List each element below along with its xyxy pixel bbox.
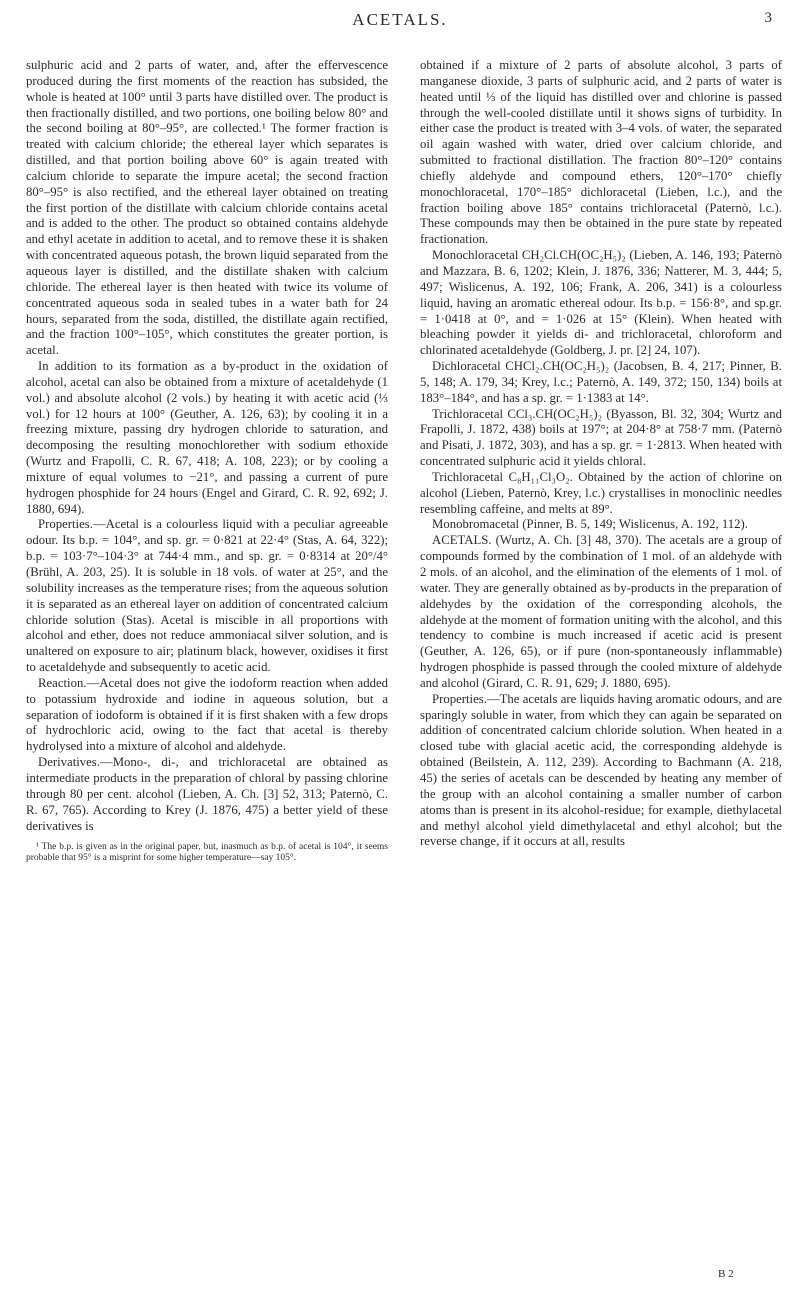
left-column (26, 58, 388, 864)
paragraph: sulphuric acid and 2 parts of water, and, after the effervescence produced during the first moments of the reaction has subsided, the whole is heated at 100° until 3 parts have distilled over. The product is then fractionally distilled, and two portions, one boiling below 80° and the second boiling at 80°–95°, are collected.¹ The former fraction is treated with calcium chloride; the ethereal layer which separates is distilled, and that portion boiling above 60° is again treated with calcium chloride to separate the impure acetal; the second fraction 80°–95° is also rectified, and the ethereal layer obtained on treating the first portion of the distillate with calcium chloride contains acetal and is added to the other. The product so obtained contains aldehyde and ethyl acetate in addition to acetal, and to remove these it is shaken with concentrated aqueous potash, the brown liquid separated from the aqueous layer is distilled, and the distillate shaken with calcium chloride. The ethereal layer is then heated with twice its volume of concentrated aqueous soda in sealed tubes in a water bath for 24 hours, separated from the soda, distilled, the distillate again rectified, and the fraction 100°–105°, which constitutes the greater portion, is acetal. (26, 58, 388, 358)
paragraph: Monobromacetal (Pinner, B. 5, 149; Wislicenus, A. 192, 112). (432, 517, 748, 532)
paragraph: In addition to its formation as a by-product in the oxidation of alcohol, acetal can also be obtained from a mixture of acetaldehyde (1 vol.) and absolute alcohol (2 vols.) by heating it with acetic acid (⅓ vol.) for 12 hours at 100° (Geuther, A. 126, 63); by cooling it in a freezing mixture, passing dry hydrogen chloride to saturation, and decomposing the resulting monochlorether with sodium ethoxide (Wurtz and Frapolli, C. R. 67, 418; A. 108, 223); or by cooling a mixture of equal volumes to −21°, and passing a current of pure hydrogen phosphide for 24 hours (Engel and Girard, C. R. 92, 692; J. 1880, 694). (26, 359, 388, 516)
paragraph: obtained if a mixture of 2 parts of absolute alcohol, 3 parts of manganese dioxide, 3 parts of sulphuric acid, and 2 parts of water is heated until ⅓ of the liquid has distilled over and chlorine is passed through the well-cooled distillate until it shows signs of turbidity. In either case the product is treated with 3–4 vols. of water, the separated oil again washed with water, dried over calcium chloride, and submitted to fractional distillation. The fraction 80°–120° contains chiefly aldehyde and compound ethers, 120°–170° chiefly monochloracetal, 170°–185° dichloracetal (Lieben, l.c.), and the fraction boiling above 185° contains trichloracetal (Paternò, l.c.). These compounds may then be obtained in the pure state by repeated fractionation. (420, 58, 782, 247)
paragraph: Derivatives.—Mono-, di-, and trichloracetal are obtained as intermediate products in the preparation of chloral by passing chlorine through 80 per cent. alcohol (Lieben, A. Ch. [3] 52, 313; Paternò, C. R. 67, 765). According to Krey (J. 1876, 475) a better yield of these derivatives is (26, 755, 388, 833)
paragraph: Trichloracetal C₈H₁₁Cl₃O₂. Obtained by the action of chlorine on alcohol (Lieben, Paternò, Krey, l.c.) crystallises in monoclinic needles resembling caffeine, and melts at 89°. (420, 469, 782, 516)
running-head: ACETALS. (352, 10, 448, 29)
footnote: ¹ The b.p. is given as in the original paper, but, inasmuch as b.p. of acetal is 104°, it seems probable that 95° is a misprint for some higher temperature—say 105°. (26, 842, 388, 864)
paragraph: Trichloracetal CCl₃.CH(OC₂H₅)₂ (Byasson, Bl. 32, 304; Wurtz and Frapolli, J. 1872, 438) boils at 197°; at 204·8° at 758·7 mm. (Paternò and Pisati, J. 1872, 303), and has a sp. gr. = 1·2813. When heated with concentrated sulphuric acid it yields chloral. (420, 406, 782, 469)
paragraph: Reaction.—Acetal does not give the iodoform reaction when added to potassium hydroxide and iodine in aqueous solution, but a separation of iodoform is obtained if it is first shaken with a few drops of hydrochloric acid, owing to the fact that acetal is thereby hydrolysed into a mixture of alcohol and aldehyde. (26, 675, 388, 754)
paragraph: Properties.—The acetals are liquids having aromatic odours, and are sparingly soluble in water, from which they can again be separated on addition of concentrated calcium chloride solution. When heated in a closed tube with glacial acetic acid, the corresponding aldehyde is obtained (Beilstein, A. 112, 239). According to Bachmann (A. 218, 45) the series of acetals can be descended by heating any member of the group with an alcohol containing a smaller number of carbon atoms than is present in its alcohol-residue; for example, diethylacetal and methyl alcohol yield dimethylacetal and ethyl alcohol; but the reverse change, if it occurs at all, results (420, 691, 782, 849)
signature-mark: B 2 (718, 1268, 734, 1280)
paragraph: Properties.—Acetal is a colourless liquid with a peculiar agreeable odour. Its b.p. = 104°, and sp. gr. = 0·821 at 22·4° (Stas, A. 64, 322); b.p. = 103·7°–104·3° at 744·4 mm., and sp. gr. = 0·8314 at 20°/4° (Brühl, A. 203, 25). It is soluble in 18 vols. of water at 25°, and the solubility increases as the temperature rises; from the aqueous solution it is separated as an ethereal layer on addition of concentrated calcium chloride solution (Stas). Acetal is miscible in all proportions with alcohol and ether, does not reduce ammoniacal silver solution, and is unaltered on exposure to air; platinum black, however, oxidises it first to acetaldehyde and subsequently to acetic acid. (26, 517, 388, 675)
page-number: 3 (764, 10, 772, 26)
paragraph: Monochloracetal CH₂Cl.CH(OC₂H₅)₂ (Lieben, A. 146, 193; Paternò and Mazzara, B. 6, 1202; Klein, J. 1876, 336; Natterer, M. 3, 444; 5, 497; Wislicenus, A. 192, 106; Frank, A. 206, 341) is a colourless liquid, having an aromatic ethereal odour. Its b.p. = 156·8°, and sp.gr. = 1·0418 at 0°, and = 1·026 at 15° (Klein). When heated with bleaching powder it yields di- and trichloracetal, chloroform and chlorinated acetaldehyde (Goldberg, J. pr. [2] 24, 107). (420, 248, 782, 358)
right-column (420, 58, 782, 850)
paragraph: ACETALS. (Wurtz, A. Ch. [3] 48, 370). The acetals are a group of compounds formed by the combination of 1 mol. of an aldehyde with 2 mols. of an alcohol, and the elimination of the elements of 1 mol. of water. They are generally obtained as by-products in the preparation of aldehydes by the oxidation of the corresponding alcohols, the aldehyde at the moment of formation uniting with the alcohol, and this tendency to combine is much increased if acetic acid is present (Geuther, A. 126, 65), or if pure (non-spontaneously inflammable) hydrogen phosphide is passed through the cooled mixture of aldehyde and alcohol (Girard, C. R. 91, 629; J. 1880, 695). (420, 533, 782, 690)
paragraph: Dichloracetal CHCl₂.CH(OC₂H₅)₂ (Jacobsen, B. 4, 217; Pinner, B. 5, 148; A. 179, 34; Krey, l.c.; Paternò, A. 149, 372; 150, 134) boils at 183°–184°, and has a sp. gr. = 1·1383 at 14°. (420, 359, 782, 405)
